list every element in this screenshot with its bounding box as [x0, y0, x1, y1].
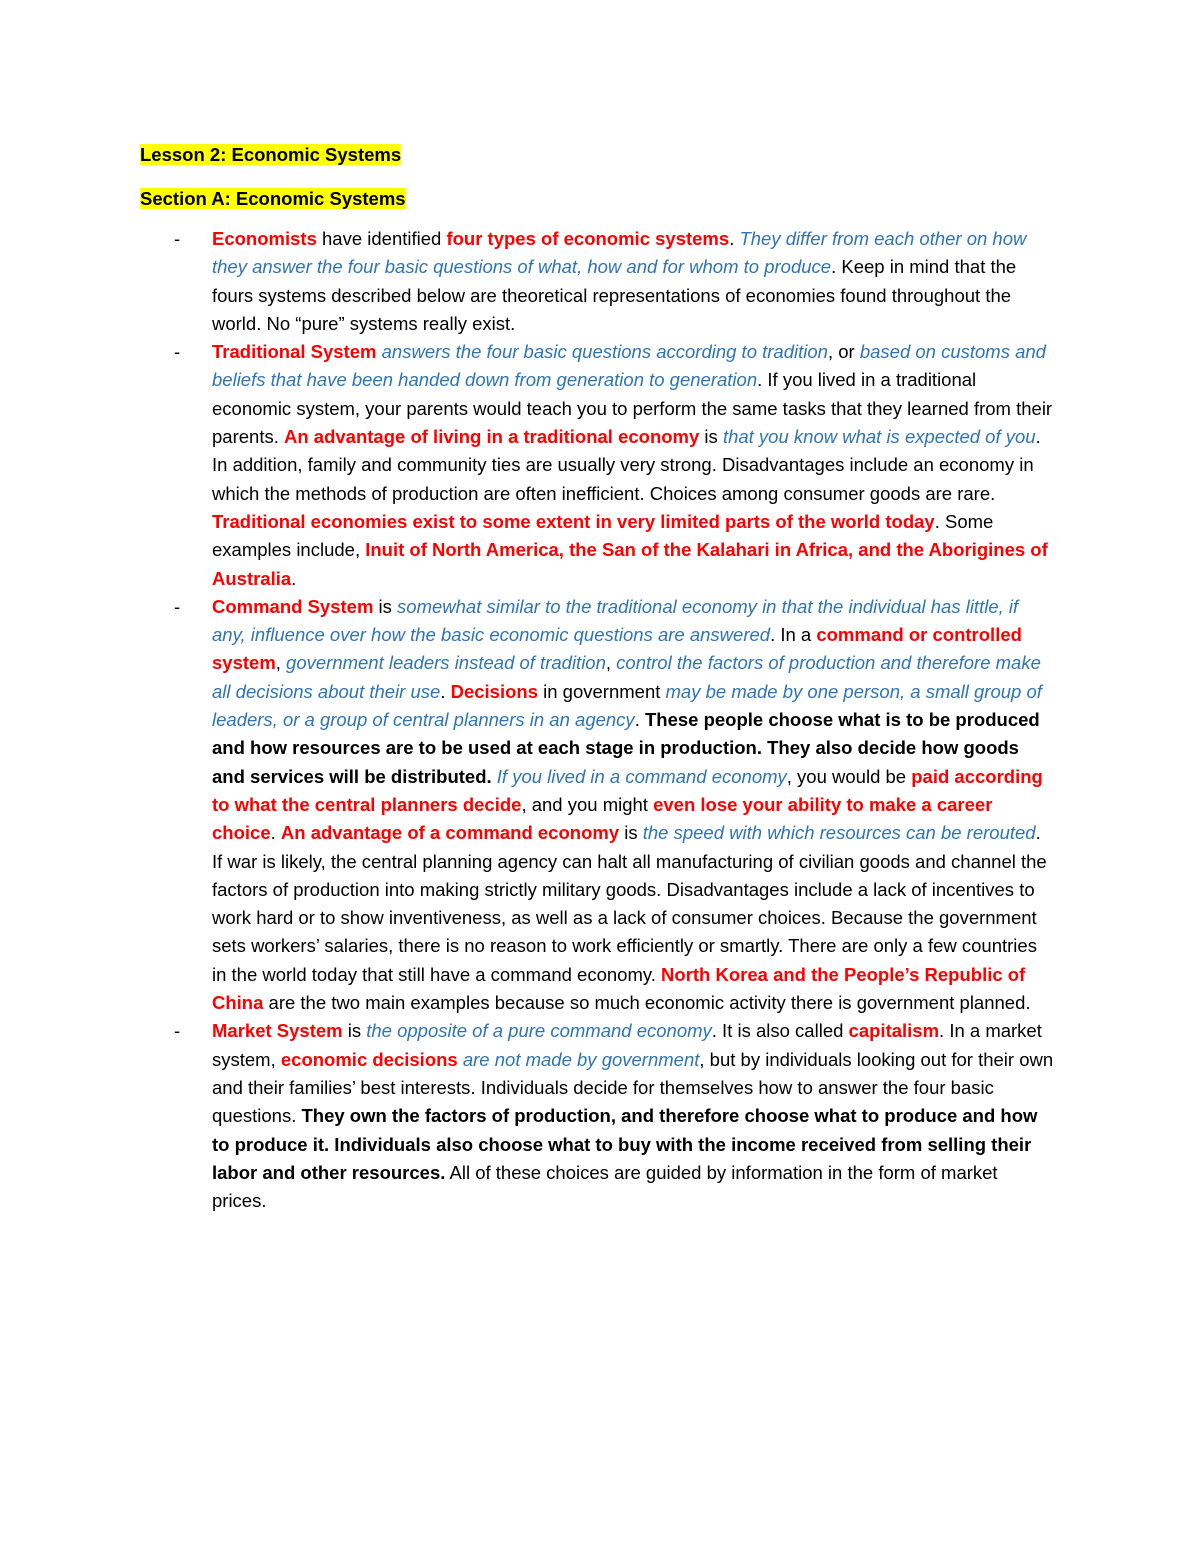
text-run: ,: [275, 652, 287, 674]
red-emphasis-run: Traditional System: [212, 341, 377, 363]
bullet-dash: -: [174, 1020, 181, 1042]
red-emphasis-run: An advantage of living in a traditional economy: [284, 426, 700, 448]
red-emphasis-run: An advantage of a command economy: [280, 822, 620, 844]
red-emphasis-run: Traditional economies exist to some extent in very limited parts of the world today: [212, 510, 935, 532]
text-run: are the two main examples because so much economic activity there is government planned.: [263, 992, 1031, 1014]
red-emphasis-run: even lose your ability to make a career choice: [212, 793, 993, 844]
red-emphasis-run: North Korea and the People’s Republic of China: [212, 963, 1026, 1014]
text-run: .: [729, 228, 740, 249]
bullet-dash: -: [174, 595, 181, 617]
bullet-list: [140, 225, 1055, 1215]
text-run: .: [440, 680, 451, 702]
blue-emphasis-run: the opposite of a pure command economy: [366, 1020, 712, 1042]
text-run: . Some examples include,: [212, 510, 994, 561]
text-run: is: [619, 822, 643, 844]
text-run: , or: [827, 341, 860, 363]
red-emphasis-run: Command System: [212, 595, 374, 617]
text-run: .: [634, 709, 645, 731]
text-run: is: [342, 1020, 367, 1042]
bold-emphasis-run: They own the factors of production, and therefore choose what to produce and how to produce it. Individuals also choose what to buy with the income received from selling their labor and other resources.: [212, 1105, 1038, 1183]
bullet-command-system: [140, 593, 1055, 1017]
text-run: All of these choices are guided by information in the form of market prices.: [212, 1161, 998, 1212]
text-run: .: [270, 822, 281, 844]
text-run: . If you lived in a traditional economic system, your parents would teach you to perform the same tasks that they learned from their parents.: [212, 369, 1053, 448]
text-run: is: [373, 595, 398, 617]
red-emphasis-run: economic decisions: [280, 1048, 458, 1070]
bullet-text: [212, 1020, 1053, 1211]
blue-emphasis-run: based on customs and beliefs that have been handed down from generation to generation: [212, 341, 1046, 391]
text-run: . If war is likely, the central planning agency can halt all manufacturing of civilian goods and channel the factors of production into making strictly military goods. Disadvantages include a lack of incentives to work hard or to show inventiveness, as well as a lack of consumer choices. Because the government sets workers’ salaries, there is no reason to work efficiently or smartly. There are only a few countries in the world today that still have a command economy.: [212, 822, 1047, 985]
blue-emphasis-run: somewhat similar to the traditional economy in that the individual has little, if any, influence over how the basic economic questions are answered: [212, 595, 1019, 646]
text-run: , but by individuals looking out for their own and their families’ best interests. Individuals decide for themselves how to answer the four basic questions.: [212, 1048, 1054, 1127]
red-emphasis-run: capitalism: [848, 1020, 940, 1042]
bullet-dash: -: [174, 341, 181, 363]
blue-emphasis-run: may be made by one person, a small group of leaders, or a group of central planners in an agency: [212, 680, 1042, 731]
text-run: . Keep in mind that the fours systems described below are theoretical representations of economies found throughout the world. No “pure” systems really exist.: [212, 256, 1017, 334]
section-heading: Section A: Economic Systems: [140, 188, 406, 209]
red-emphasis-run: four types of economic systems: [446, 228, 730, 249]
text-run: . In a: [770, 624, 817, 646]
bold-emphasis-run: These people choose what is to be produced and how resources are to be used at each stage in production. They also decide how goods and services will be distributed.: [212, 709, 1040, 787]
text-run: ,: [605, 652, 617, 674]
bullet-text: [212, 228, 1026, 334]
blue-emphasis-run: the speed with which resources can be rerouted: [642, 822, 1036, 844]
red-emphasis-run: paid according to what the central planners decide: [212, 765, 1043, 815]
red-emphasis-run: Economists: [212, 228, 317, 249]
blue-emphasis-run: They differ from each other on how they answer the four basic questions of what, how and for whom to produce: [212, 228, 1027, 278]
bullet-traditional-system: [140, 338, 1055, 593]
bullet-market-system: [140, 1017, 1055, 1215]
red-emphasis-run: Decisions: [450, 680, 538, 702]
text-run: . It is also called: [711, 1020, 849, 1042]
text-run: .: [291, 567, 297, 589]
text-run: . In addition, family and community ties are usually very strong. Disadvantages include an economy in which the methods of production are often inefficient. Choices among consumer goods are rare.: [212, 426, 1041, 504]
text-run: . In a market system,: [212, 1020, 1042, 1070]
lesson-title: Lesson 2: Economic Systems: [140, 144, 402, 165]
text-run: , and you might: [521, 793, 654, 815]
red-emphasis-run: Inuit of North America, the San of the Kalahari in Africa, and the Aborigines of Australia: [212, 539, 1048, 589]
blue-emphasis-run: that you know what is expected of you: [722, 426, 1036, 448]
blue-emphasis-run: are not made by government: [462, 1048, 700, 1070]
blue-emphasis-run: If you lived in a command economy: [496, 765, 787, 787]
text-run: in government: [538, 680, 666, 702]
bullet-text: [212, 596, 1047, 1013]
red-emphasis-run: Market System: [212, 1020, 343, 1042]
blue-emphasis-run: answers the four basic questions according to tradition: [381, 341, 828, 363]
blue-emphasis-run: government leaders instead of tradition: [286, 652, 606, 674]
bullet-economists: [140, 225, 1055, 338]
red-emphasis-run: command or controlled system: [212, 624, 1022, 674]
document-body: [140, 140, 1055, 1215]
text-run: is: [699, 426, 723, 448]
bullet-dash: -: [174, 228, 181, 249]
text-run: have identified: [316, 228, 447, 249]
bullet-text: [212, 341, 1052, 588]
text-run: , you would be: [786, 765, 912, 787]
blue-emphasis-run: control the factors of production and therefore make all decisions about their use: [212, 652, 1041, 702]
